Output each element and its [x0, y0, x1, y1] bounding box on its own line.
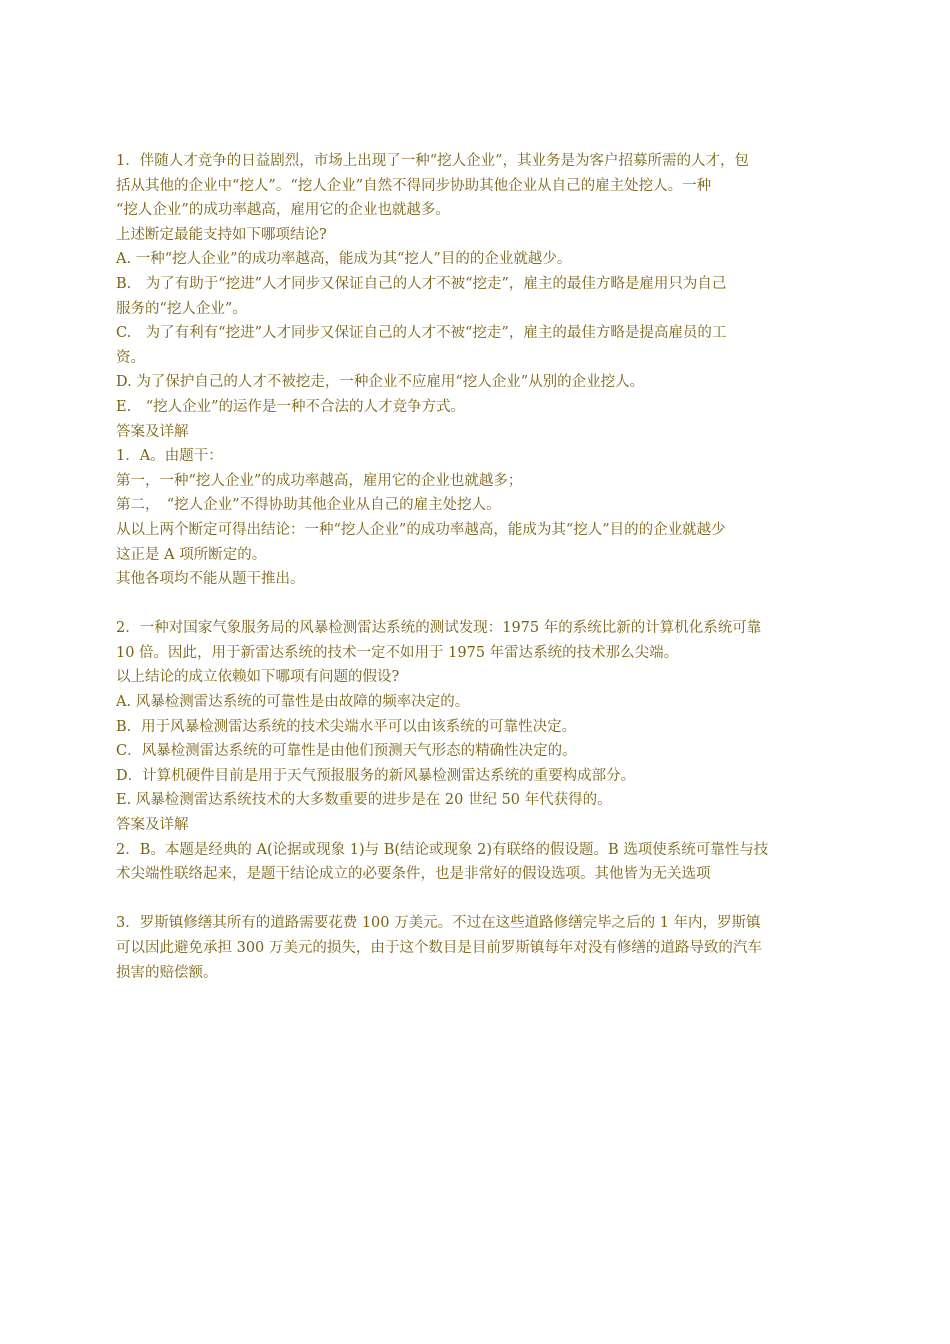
option-c-cont: 资。 — [116, 349, 145, 366]
stem-line: “挖人企业”的成功率越高，雇用它的企业也就越多。 — [116, 202, 450, 219]
option-c: C. 为了有利有“挖进”人才同步又保证自己的人才不被“挖走”，雇主的最佳方略是提高雇员的工 — [116, 325, 727, 342]
option-d: D. 为了保护自己的人才不被挖走，一种企业不应雇用“挖人企业”从别的企业挖人。 — [116, 374, 645, 391]
question-3-stem — [116, 911, 862, 985]
answer-line: 其他各项均不能从题干推出。 — [116, 571, 305, 588]
option-a: A. 风暴检测雷达系统的可靠性是由故障的频率决定的。 — [116, 694, 470, 711]
option-b: B．用于风暴检测雷达系统的技术尖端水平可以由该系统的可靠性决定。 — [116, 718, 577, 735]
question-1-answer — [116, 444, 862, 592]
answer-line: 这正是 A 项所断定的。 — [116, 546, 267, 563]
document-page — [116, 149, 862, 985]
stem-line: 10 倍。因此，用于新雷达系统的技术一定不如用于 1975 年雷达系统的技术那么尖端。 — [116, 644, 679, 661]
question-1 — [116, 149, 862, 592]
stem-line: 损害的赔偿额。 — [116, 964, 218, 981]
option-e: E. 风暴检测雷达系统技术的大多数重要的进步是在 20 世纪 50 年代获得的。 — [116, 792, 612, 809]
answer-line: 2．B。本题是经典的 A(论据或现象 1)与 B(结论或现象 2)有联络的假设题。B 选项使系统可靠性与技 — [116, 841, 769, 858]
option-d: D．计算机硬件目前是用于天气预报服务的新风暴检测雷达系统的重要构成部分。 — [116, 767, 636, 784]
question-2 — [116, 616, 862, 887]
stem-line: 括从其他的企业中“挖人”。“挖人企业”自然不得同步协助其他企业从自己的雇主处挖人。一种 — [116, 177, 712, 194]
answer-line: 从以上两个断定可得出结论：一种“挖人企业”的成功率越高，能成为其“挖人”目的的企业就越少 — [116, 521, 726, 538]
paragraph-gap — [116, 887, 862, 912]
option-e: E. “挖人企业”的运作是一种不合法的人才竞争方式。 — [116, 398, 466, 415]
question-1-prompt: 上述断定最能支持如下哪项结论? — [116, 226, 327, 243]
option-a: A. 一种“挖人企业”的成功率越高，能成为其“挖人”目的的企业就越少。 — [116, 251, 572, 268]
question-3 — [116, 911, 862, 985]
stem-line: 1．伴随人才竞争的日益剧烈，市场上出现了一种“挖人企业”，其业务是为客户招募所需的人才，包 — [116, 153, 750, 169]
answer-heading: 答案及详解 — [116, 423, 189, 440]
option-c: C．风暴检测雷达系统的可靠性是由他们预测天气形态的精确性决定的。 — [116, 743, 577, 760]
answer-heading: 答案及详解 — [116, 817, 189, 834]
answer-line: 第一，一种“挖人企业”的成功率越高，雇用它的企业也就越多； — [116, 472, 523, 489]
stem-line: 可以因此避免承担 300 万美元的损失，由于这个数目是目前罗斯镇每年对没有修缮的道路导致的汽车 — [116, 940, 762, 956]
option-b-cont: 服务的“挖人企业”。 — [116, 300, 247, 317]
stem-line: 3．罗斯镇修缮其所有的道路需要花费 100 万美元。不过在这些道路修缮完毕之后的 1 年内，罗斯镇 — [116, 915, 761, 932]
question-2-answer — [116, 838, 862, 887]
question-2-options — [116, 690, 862, 813]
question-1-options — [116, 247, 862, 419]
answer-line: 第二， “挖人企业”不得协助其他企业从自己的雇主处挖人。 — [116, 497, 501, 514]
question-1-stem — [116, 149, 862, 223]
answer-line: 1．A。由题干： — [116, 448, 223, 465]
paragraph-gap — [116, 592, 862, 617]
question-2-prompt: 以上结论的成立依赖如下哪项有问题的假设? — [116, 669, 400, 686]
stem-line: 2．一种对国家气象服务局的风暴检测雷达系统的测试发现：1975 年的系统比新的计算机化系统可靠 — [116, 620, 762, 637]
question-2-stem — [116, 616, 862, 665]
option-b: B. 为了有助于“挖进”人才同步又保证自己的人才不被“挖走”，雇主的最佳方略是雇用只为自己 — [116, 275, 727, 292]
answer-line: 术尖端性联络起来，是题干结论成立的必要条件，也是非常好的假设选项。其他皆为无关选项 — [116, 866, 711, 883]
